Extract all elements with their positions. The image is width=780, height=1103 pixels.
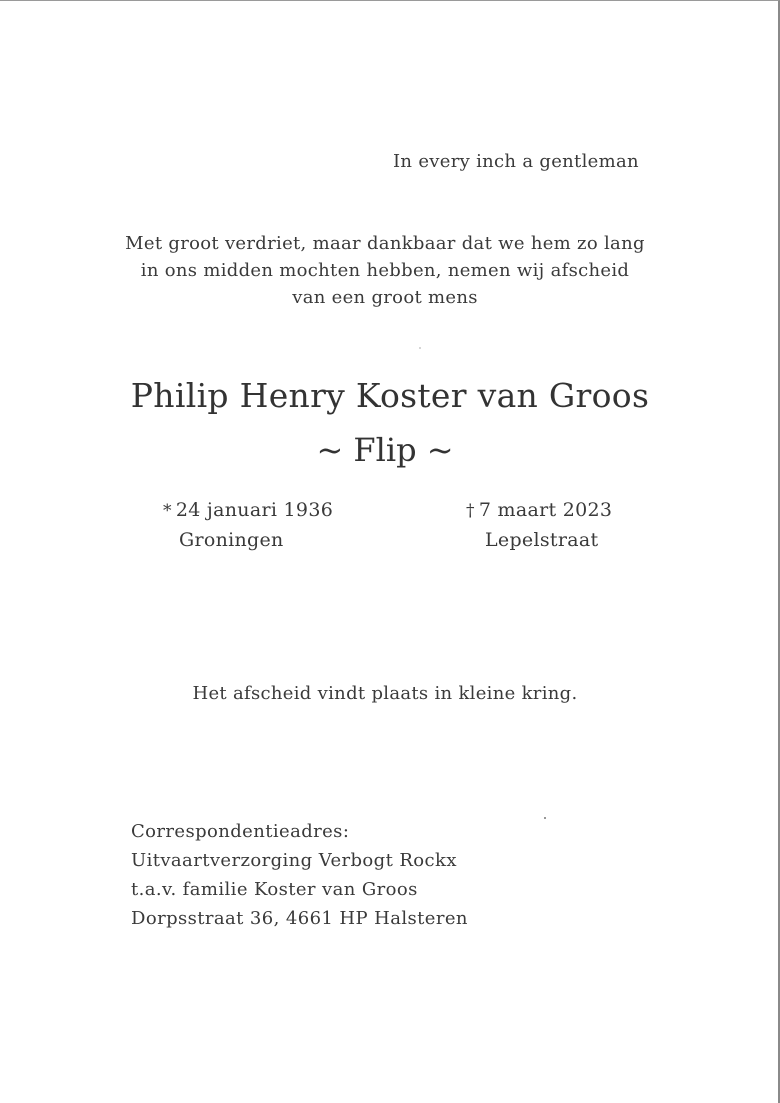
death-place: Lepelstraat	[485, 529, 599, 551]
birth-date: 24 januari 1936	[175, 499, 334, 521]
birth-info	[163, 496, 333, 555]
scan-speck	[544, 817, 546, 819]
intro-line: in ons midden mochten hebben, nemen wij afscheid	[140, 260, 630, 281]
birth-place: Groningen	[179, 529, 284, 551]
address-line: Correspondentieadres:	[131, 821, 350, 842]
farewell-note: Het afscheid vindt plaats in kleine kring.	[192, 683, 578, 704]
address-line: Dorpsstraat 36, 4661 HP Halsteren	[131, 908, 468, 929]
scan-speck	[419, 347, 421, 349]
death-cross-icon: †	[466, 501, 475, 521]
address-line: t.a.v. familie Koster van Groos	[131, 879, 418, 900]
intro-line: van een groot mens	[292, 287, 478, 308]
death-date: 7 maart 2023	[478, 499, 613, 521]
intro-line: Met groot verdriet, maar dankbaar dat we hem zo lang	[125, 233, 645, 254]
deceased-nickname: ~ Flip ~	[316, 431, 454, 469]
birth-star-icon: *	[163, 501, 172, 521]
intro-text	[120, 230, 650, 311]
correspondence-address	[131, 817, 468, 933]
address-line: Uitvaartverzorging Verbogt Rockx	[131, 850, 457, 871]
deceased-full-name: Philip Henry Koster van Groos	[130, 376, 650, 415]
motto: In every inch a gentleman	[393, 151, 639, 172]
death-info	[466, 496, 612, 555]
